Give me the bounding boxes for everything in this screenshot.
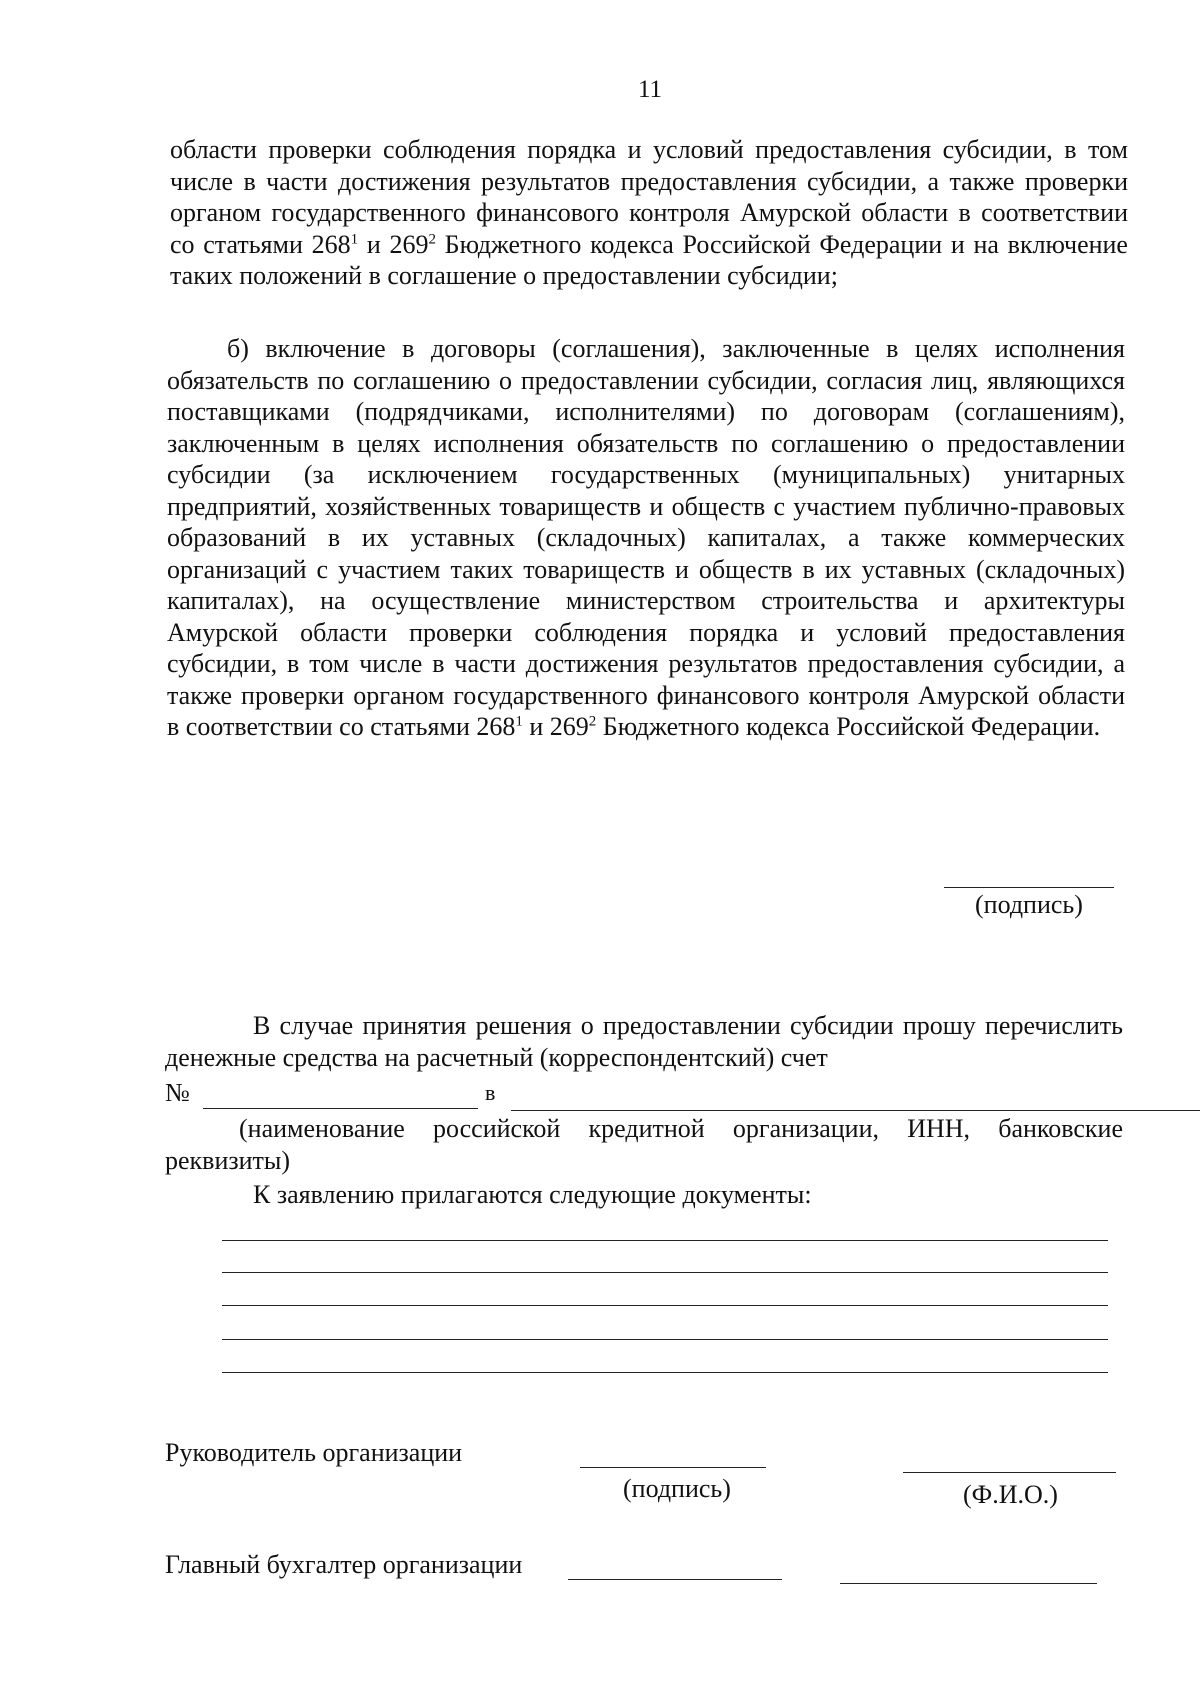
paragraph-b [167,333,1125,743]
transfer-request-text: В случае принятия решения о предоставлении субсидии прошу перечислить денежные средства на расчетный (корреспондентский) счет [165,1011,1123,1072]
account-number-sign: № [165,1078,190,1107]
paragraph-b-text-3: Бюджетного кодекса Российской Федерации. [596,712,1101,741]
head-label: Руководитель организации [165,1438,463,1467]
head-name-caption: (Ф.И.О.) [963,1480,1058,1509]
head-name-line[interactable] [903,1472,1116,1473]
account-number-field[interactable] [203,1108,478,1109]
accountant-name-line[interactable] [840,1583,1097,1584]
bank-details-caption: (наименование российской кредитной организации, ИНН, банковские реквизиты) [165,1114,1123,1175]
signature-caption: (подпись) [975,890,1083,919]
paragraph-a-text-1: области проверки соблюдения порядка и условий предоставления субсидии, в том числе в части достижения результатов предоставления субсидии, а также проверки органом государственного финансового контроля Амурской области в соответствии со статьями 268 [170,135,1128,259]
paragraph-b-text-1: б) включение в договоры (соглашения), заключенные в целях исполнения обязательств по соглашению о предоставлении субсидии, согласия лиц, являющихся поставщиками (подрядчиками, исполнителями) по договорам (соглашениям), заключенным в целях исполнения обязательств по соглашению о предоставлении субсидии (за исключением государственных (муниципальных) унитарных предприятий, хозяйственных товариществ и обществ с участием публично-правовых образований в их уставных (складочных) капиталах, а также коммерческих организаций с участием таких товариществ и обществ в их уставных (складочных) капиталах), на осуществление министерством строительства и архитектуры Амурской области проверки соблюдения порядка и условий предоставления субсидии, в том числе в части достижения результатов предоставления субсидии, а также проверки органом государственного финансового контроля Амурской области в соответствии со статьями 268 [167,334,1125,741]
document-line-5[interactable] [222,1372,1108,1373]
paragraph-a-superscript-2: 2 [428,230,436,247]
bank-name-field[interactable] [511,1110,1200,1111]
document-line-3[interactable] [222,1305,1108,1306]
chief-accountant-label: Главный бухгалтер организации [165,1550,523,1579]
account-preposition: в [485,1080,496,1105]
paragraph-a-superscript-1: 1 [350,230,359,247]
attached-documents-label: К заявлению прилагаются следующие документы: [253,1180,812,1209]
signature-line[interactable] [944,887,1114,888]
page-number: 11 [637,76,663,103]
account-row [165,1078,1123,1112]
paragraph-b-superscript-2: 2 [588,713,597,730]
document-line-4[interactable] [222,1339,1108,1340]
paragraph-a-text-3: Бюджетного кодекса Российской Федерации и на включение таких положений в соглашение о предоставлении субсидии; [170,229,1128,290]
paragraph-b-text-2: и 269 [522,712,589,741]
accountant-signature-line[interactable] [568,1579,782,1580]
head-signature-caption: (подпись) [623,1474,731,1503]
paragraph-a-text-2: и 269 [358,229,429,259]
document-line-2[interactable] [222,1272,1108,1273]
paragraph-b-superscript-1: 1 [515,713,523,730]
document-line-1[interactable] [222,1240,1108,1241]
paragraph-a-continuation [170,134,1128,292]
head-signature-line[interactable] [580,1467,766,1468]
